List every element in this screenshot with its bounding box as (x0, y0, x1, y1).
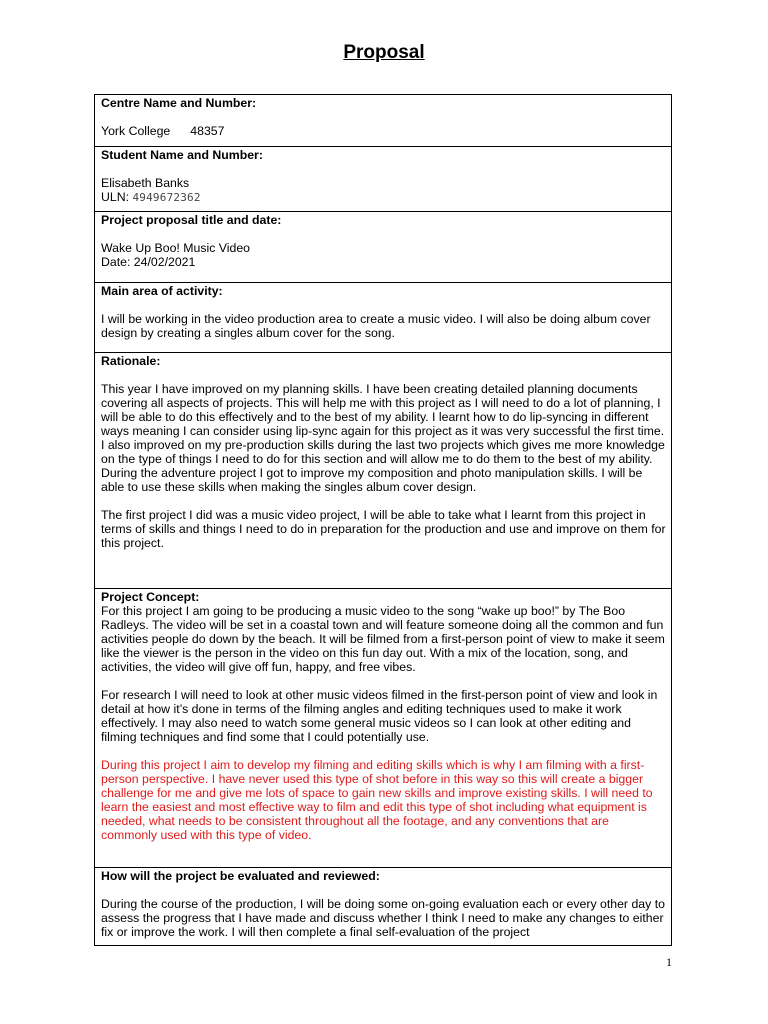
evaluation-label: How will the project be evaluated and reviewed: (101, 869, 380, 883)
project-title-label: Project proposal title and date: (101, 213, 282, 227)
uln-number: 4949672362 (132, 191, 201, 204)
centre-cell (95, 95, 672, 147)
project-title-text: Wake Up Boo! Music Video (101, 241, 250, 255)
concept-para-2: For research I will need to look at other music videos filmed in the first-person point of view and look in detail at how it’s done in terms of the filming angles and editing techniques used to make it work effectively. I may also need to watch some general music videos so I can look at other editing and filming techniques and find some that I could potentially use. (101, 688, 658, 744)
rationale-label: Rationale: (101, 354, 161, 368)
student-label: Student Name and Number: (101, 148, 263, 162)
student-name: Elisabeth Banks (101, 176, 190, 190)
main-area-row (95, 283, 672, 353)
evaluation-cell (95, 868, 672, 946)
centre-label: Centre Name and Number: (101, 96, 257, 110)
centre-number: 48357 (190, 124, 225, 138)
student-row (95, 147, 672, 212)
concept-row (95, 589, 672, 868)
project-title-row (95, 212, 672, 283)
main-area-label: Main area of activity: (101, 284, 223, 298)
rationale-row (95, 353, 672, 589)
main-area-text: I will be working in the video production area to create a music video. I will also be doing album cover design by creating a singles album cover for the song. (101, 312, 651, 340)
evaluation-text: During the course of the production, I will be doing some on-going evaluation each or every other day to assess the progress that I have made and discuss whether I think I need to make any changes to either fix or improve the work. I will then complete a final self-evaluation of the project (101, 897, 665, 939)
page-title: Proposal (343, 42, 425, 63)
concept-cell (95, 589, 672, 868)
evaluation-row (95, 868, 672, 946)
rationale-para-1: This year I have improved on my planning skills. I have been creating detailed planning documents covering all aspects of projects. This will help me with this project as I will need to do a lot of planning, I will be able to do this effectively and to the best of my ability. I learnt how to do lip-syncing in different ways meaning I can consider using lip-sync again for this project as it was very successful the first time. I also improved on my pre-production skills during the last two projects which gives me more knowledge on the type of things I need to do for this section and will allow me to do them to the best of my ability. During the adventure project I got to improve my composition and photo manipulation skills. I will be able to use these skills when making the singles album cover design. (101, 382, 665, 494)
student-cell (95, 147, 672, 212)
uln-label: ULN: (101, 190, 130, 204)
centre-name: York College (101, 124, 171, 138)
project-date: Date: 24/02/2021 (101, 255, 196, 269)
main-area-cell (95, 283, 672, 353)
concept-para-3: During this project I aim to develop my filming and editing skills which is why I am filming with a first-person perspective. I have never used this type of shot before in this way so this will create a bigger challenge for me and give me lots of space to gain new skills and improve existing skills. I will need to learn the easiest and most effective way to film and edit this type of shot including what equipment is needed, what needs to be consistent throughout all the footage, and any conventions that are commonly used with this type of video. (101, 758, 653, 842)
concept-para-1: For this project I am going to be producing a music video to the song “wake up boo!” by The Boo Radleys. The video will be set in a coastal town and will feature someone doing all the common and fun activities people do down by the beach. It will be filmed from a first-person point of view to make it seem like the viewer is the person in the video on this fun day out. With a mix of the location, song, and activities, the video will give off fun, happy, and free vibes. (101, 604, 665, 674)
centre-row (95, 95, 672, 147)
rationale-para-2: The first project I did was a music video project, I will be able to take what I learnt from this project in terms of skills and things I need to do in preparation for the production and use and improve on them for this project. (101, 508, 666, 550)
rationale-cell (95, 353, 672, 589)
page-number: 1 (666, 955, 672, 969)
project-title-cell (95, 212, 672, 283)
concept-label: Project Concept: (101, 590, 200, 604)
proposal-form (94, 94, 672, 946)
